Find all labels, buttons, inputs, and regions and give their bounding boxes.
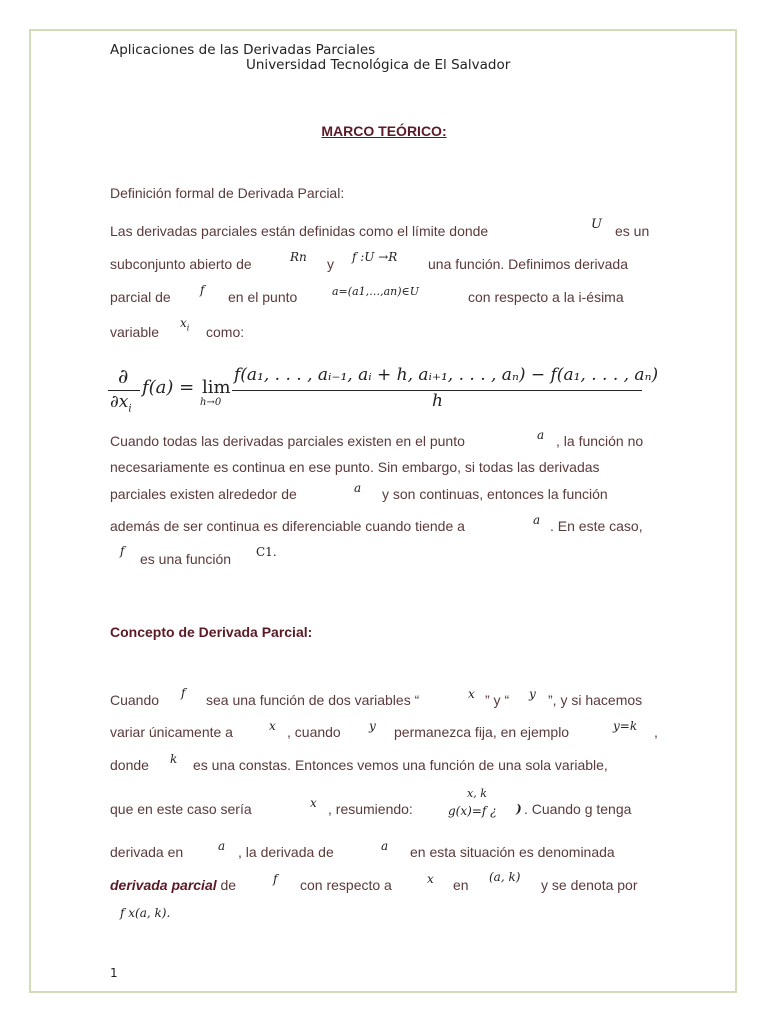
math-a2: a xyxy=(354,481,362,495)
p1-line3-end: con respecto a la i-ésima xyxy=(468,289,624,305)
math-y2: y xyxy=(369,719,376,733)
section1-heading: Definición formal de Derivada Parcial: xyxy=(110,185,345,201)
p1-line4-text: variable xyxy=(110,324,160,340)
s2-line2-end: , xyxy=(654,724,658,740)
math-a1: a xyxy=(537,428,545,442)
math-fx-notation: f x(a, k). xyxy=(120,906,171,920)
math-a3: a xyxy=(533,513,541,527)
s2-la-derivada: , la derivada de xyxy=(238,844,334,860)
s2-con-respecto: con respecto a xyxy=(300,877,392,893)
math-xi-sub: i xyxy=(186,323,190,333)
formula-dx: $\partial x_i$ xyxy=(110,392,132,415)
s2-line3-text: donde xyxy=(110,757,149,773)
p2-line4-end: . En este caso, xyxy=(550,518,643,534)
formula-fa: f(a) = xyxy=(142,377,195,398)
math-x2: x xyxy=(269,719,276,733)
bold-term-derivada-parcial: derivada parcial xyxy=(110,877,217,893)
s2-resumiendo: , resumiendo: xyxy=(328,801,413,817)
page-number: 1 xyxy=(110,966,118,980)
p1-line1-end: es un xyxy=(615,223,650,239)
math-xk-super: x, k xyxy=(467,787,487,800)
s2-cuando: , cuando xyxy=(287,724,341,740)
math-x4: x xyxy=(427,872,434,886)
s2-quote-y: ” y “ xyxy=(485,692,510,708)
math-yk: y=k xyxy=(613,719,638,733)
formula-left-fraction-bar xyxy=(108,390,140,391)
math-point: a=(a1,…,an)∈U xyxy=(332,285,419,298)
math-a-s2-2: a xyxy=(381,839,389,853)
math-f-s2: f xyxy=(181,686,186,700)
p2-line2-text: necesariamente es continua en ese punto. Sin embargo, si todas las derivadas xyxy=(110,459,600,475)
math-y1: y xyxy=(529,687,536,701)
math-f-p2: f xyxy=(120,544,125,558)
s2-en: en xyxy=(453,877,469,893)
math-x1: x xyxy=(468,687,475,701)
s2-line1-mid: sea una función de dos variables “ xyxy=(206,692,420,708)
s2-line5-end: en esta situación es denominada xyxy=(410,844,615,860)
math-xi: $x_i$ xyxy=(180,316,190,333)
p2-line1-text: Cuando todas las derivadas parciales existen en el punto xyxy=(110,433,465,449)
section2-heading: Concepto de Derivada Parcial: xyxy=(110,624,313,640)
s2-line6-end: y se denota por xyxy=(541,877,638,893)
s2-line2-text: variar únicamente a xyxy=(110,724,233,740)
s2-line3-end: es una constas. Entonces vemos una función de una sola variable, xyxy=(193,757,608,773)
formula-denominator: h xyxy=(432,391,443,411)
math-C1: C1. xyxy=(256,545,277,559)
formula-lim: lim xyxy=(202,377,231,398)
math-f-s2-2: f xyxy=(273,872,278,886)
p1-line2-text: subconjunto abierto de xyxy=(110,256,252,272)
math-close-paren: ) xyxy=(516,802,522,816)
s2-line5-text: derivada en xyxy=(110,844,184,860)
math-gx: g(x)=f ¿ xyxy=(448,804,497,818)
s2-line6-start xyxy=(110,877,236,893)
math-ak: (a, k) xyxy=(489,870,521,884)
p2-line3-end: y son continuas, entonces la función xyxy=(382,486,608,502)
s2-line1-end: ”, y si hacemos xyxy=(548,692,643,708)
math-U: U xyxy=(591,217,602,232)
p2-line1-end: , la función no xyxy=(556,433,644,449)
p1-line2-end: una función. Definimos derivada xyxy=(428,256,629,272)
s2-line1-text: Cuando xyxy=(110,692,160,708)
page-title: MARCO TEÓRICO: xyxy=(321,123,447,139)
p1-line3-text: parcial de xyxy=(110,289,171,305)
s2-de: de xyxy=(220,877,237,893)
formula-numerator: f(a₁, . . . , aᵢ₋₁, aᵢ + h, aᵢ₊₁, . . . , aₙ) − f(a₁, . . . , aₙ) xyxy=(234,365,659,385)
p2-line5-text: es una función xyxy=(140,551,232,567)
p2-line4-text: además de ser continua es diferenciable cuando tiende a xyxy=(110,518,465,534)
s2-line2-mid: permanezca fija, en ejemplo xyxy=(394,724,570,740)
s2-line4-end: . Cuando g tenga xyxy=(524,801,632,817)
header-line-1: Aplicaciones de las Derivadas Parciales xyxy=(110,42,376,58)
p1-como: como: xyxy=(206,324,245,340)
p1-line1-text: Las derivadas parciales están definidas como el límite donde xyxy=(110,223,489,239)
s2-line4-text: que en este caso sería xyxy=(110,801,252,817)
math-a-s2-1: a xyxy=(218,839,226,853)
math-k: k xyxy=(170,752,178,766)
formula-partial-symbol: ∂ xyxy=(118,364,129,388)
formula-lim-sub: h→0 xyxy=(200,397,222,408)
math-map: f :U →R xyxy=(352,250,398,264)
header-line-2: Universidad Tecnológica de El Salvador xyxy=(246,57,511,73)
p1-y: y xyxy=(327,256,334,272)
math-Rn: Rn xyxy=(290,250,307,264)
p2-line3-text: parciales existen alrededor de xyxy=(110,486,297,502)
p1-punto: en el punto xyxy=(228,289,298,305)
math-f: f xyxy=(200,283,205,297)
math-x3: x xyxy=(310,796,317,810)
